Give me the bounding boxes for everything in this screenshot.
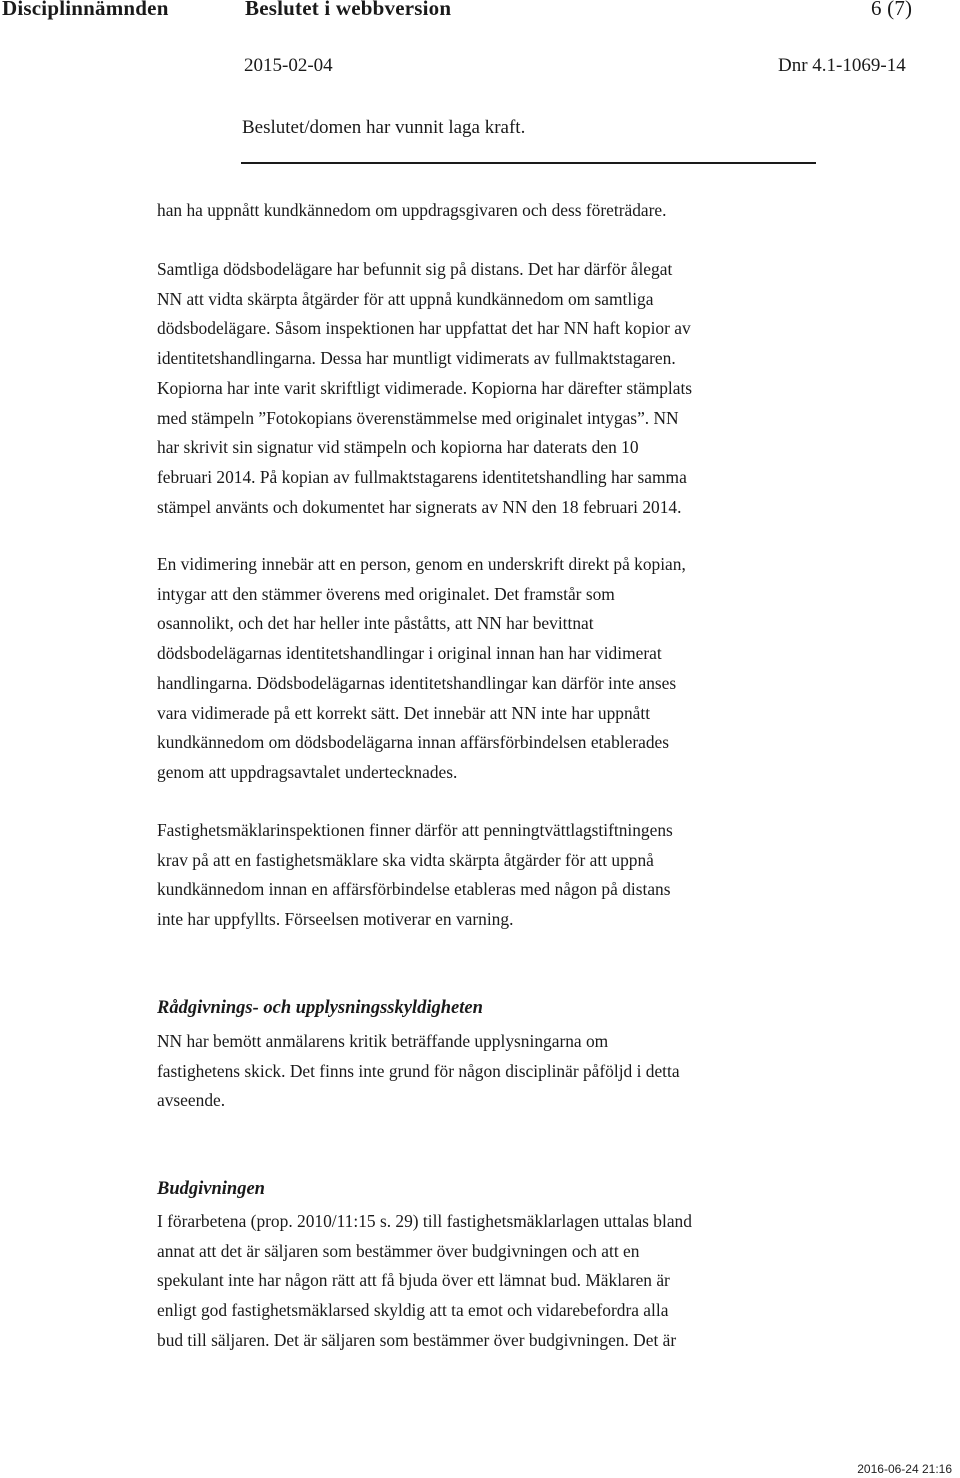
text-line: I förarbetena (prop. 2010/11:15 s. 29) till fastighetsmäklarlagen uttalas bland xyxy=(157,1211,692,1231)
section-heading-bidding: Budgivningen xyxy=(157,1179,265,1199)
text-line: avseende. xyxy=(157,1090,226,1111)
text-line: krav på att en fastighetsmäklare ska vidta skärpta åtgärder för att uppnå xyxy=(157,849,654,870)
text-line: Samtliga dödsbodelägare har befunnit sig på distans. Det har därför ålegat xyxy=(157,259,673,279)
text-line: NN har bemött anmälarens kritik beträffande upplysningarna om xyxy=(157,1031,609,1051)
text-line: intygar att den stämmer överens med originalet. Det framstår som xyxy=(157,583,615,604)
case-reference: Dnr 4.1-1069-14 xyxy=(778,55,906,76)
paragraph-5 xyxy=(157,1027,797,1116)
text-line: februari 2014. På kopian av fullmaktstagarens identitetshandling har samma xyxy=(157,466,687,487)
text-line: har skrivit sin signatur vid stämpeln och kopiorna har daterats den 10 xyxy=(157,437,639,458)
text-line: vara vidimerade på ett korrekt sätt. Det innebär att NN inte har uppnått xyxy=(157,702,651,723)
section-heading-advice: Rådgivnings- och upplysningsskyldigheten xyxy=(157,998,483,1018)
text-line: genom att uppdragsavtalet undertecknades. xyxy=(157,761,458,782)
text-line: NN att vidta skärpta åtgärder för att uppnå kundkännedom om samtliga xyxy=(157,288,654,309)
legal-status: Beslutet/domen har vunnit laga kraft. xyxy=(242,117,526,138)
text-line: dödsbodelägare. Såsom inspektionen har uppfattat det har NN haft kopior av xyxy=(157,318,691,339)
paragraph-2 xyxy=(157,255,797,522)
text-line: handlingarna. Dödsbodelägarnas identitetshandlingar kan därför inte anses xyxy=(157,672,677,693)
paragraph-1 xyxy=(157,196,797,226)
text-line: spekulant inte har någon rätt att få bjuda över ett lämnat bud. Mäklaren är xyxy=(157,1270,670,1291)
text-line: En vidimering innebär att en person, genom en underskrift direkt på kopian, xyxy=(157,554,686,574)
document-type: Beslutet i webbversion xyxy=(245,0,452,20)
text-line: stämpel använts och dokumentet har signerats av NN den 18 februari 2014. xyxy=(157,496,682,517)
text-line: kundkännedom om dödsbodelägarna innan affärsförbindelsen etablerades xyxy=(157,732,670,753)
decision-date: 2015-02-04 xyxy=(244,55,333,76)
text-line: kundkännedom innan en affärsförbindelse etableras med någon på distans xyxy=(157,879,671,900)
text-line: Fastighetsmäklarinspektionen finner därför att penningtvättlagstiftningens xyxy=(157,820,673,840)
page-number: 6 (7) xyxy=(871,0,913,20)
header-divider xyxy=(241,162,816,164)
print-timestamp: 2016-06-24 21:16 xyxy=(857,1462,952,1476)
text-line: identitetshandlingarna. Dessa har muntligt vidimerats av fullmaktstagaren. xyxy=(157,348,676,369)
text-line: Kopiorna har inte varit skriftligt vidimerade. Kopiorna har därefter stämplats xyxy=(157,377,693,398)
paragraph-4 xyxy=(157,816,797,935)
text-line: bud till säljaren. Det är säljaren som bestämmer över budgivningen. Det är xyxy=(157,1329,677,1350)
text-line: inte har uppfyllts. Förseelsen motiverar en varning. xyxy=(157,909,514,930)
text-line: han ha uppnått kundkännedom om uppdragsgivaren och dess företrädare. xyxy=(157,200,667,220)
text-line: enligt god fastighetsmäklarsed skyldig att ta emot och vidarebefordra alla xyxy=(157,1300,669,1321)
organization-name: Disciplinnämnden xyxy=(2,0,169,20)
text-line: fastighetens skick. Det finns inte grund för någon disciplinär påföljd i detta xyxy=(157,1060,680,1081)
text-line: osannolikt, och det har heller inte påståtts, att NN har bevittnat xyxy=(157,613,594,634)
text-line: med stämpeln ”Fotokopians överenstämmelse med originalet intygas”. NN xyxy=(157,407,679,428)
paragraph-3 xyxy=(157,550,797,788)
paragraph-6 xyxy=(157,1207,797,1356)
text-line: dödsbodelägarnas identitetshandlingar i original innan han har vidimerat xyxy=(157,643,662,664)
text-line: annat att det är säljaren som bestämmer över budgivningen och att en xyxy=(157,1240,640,1261)
